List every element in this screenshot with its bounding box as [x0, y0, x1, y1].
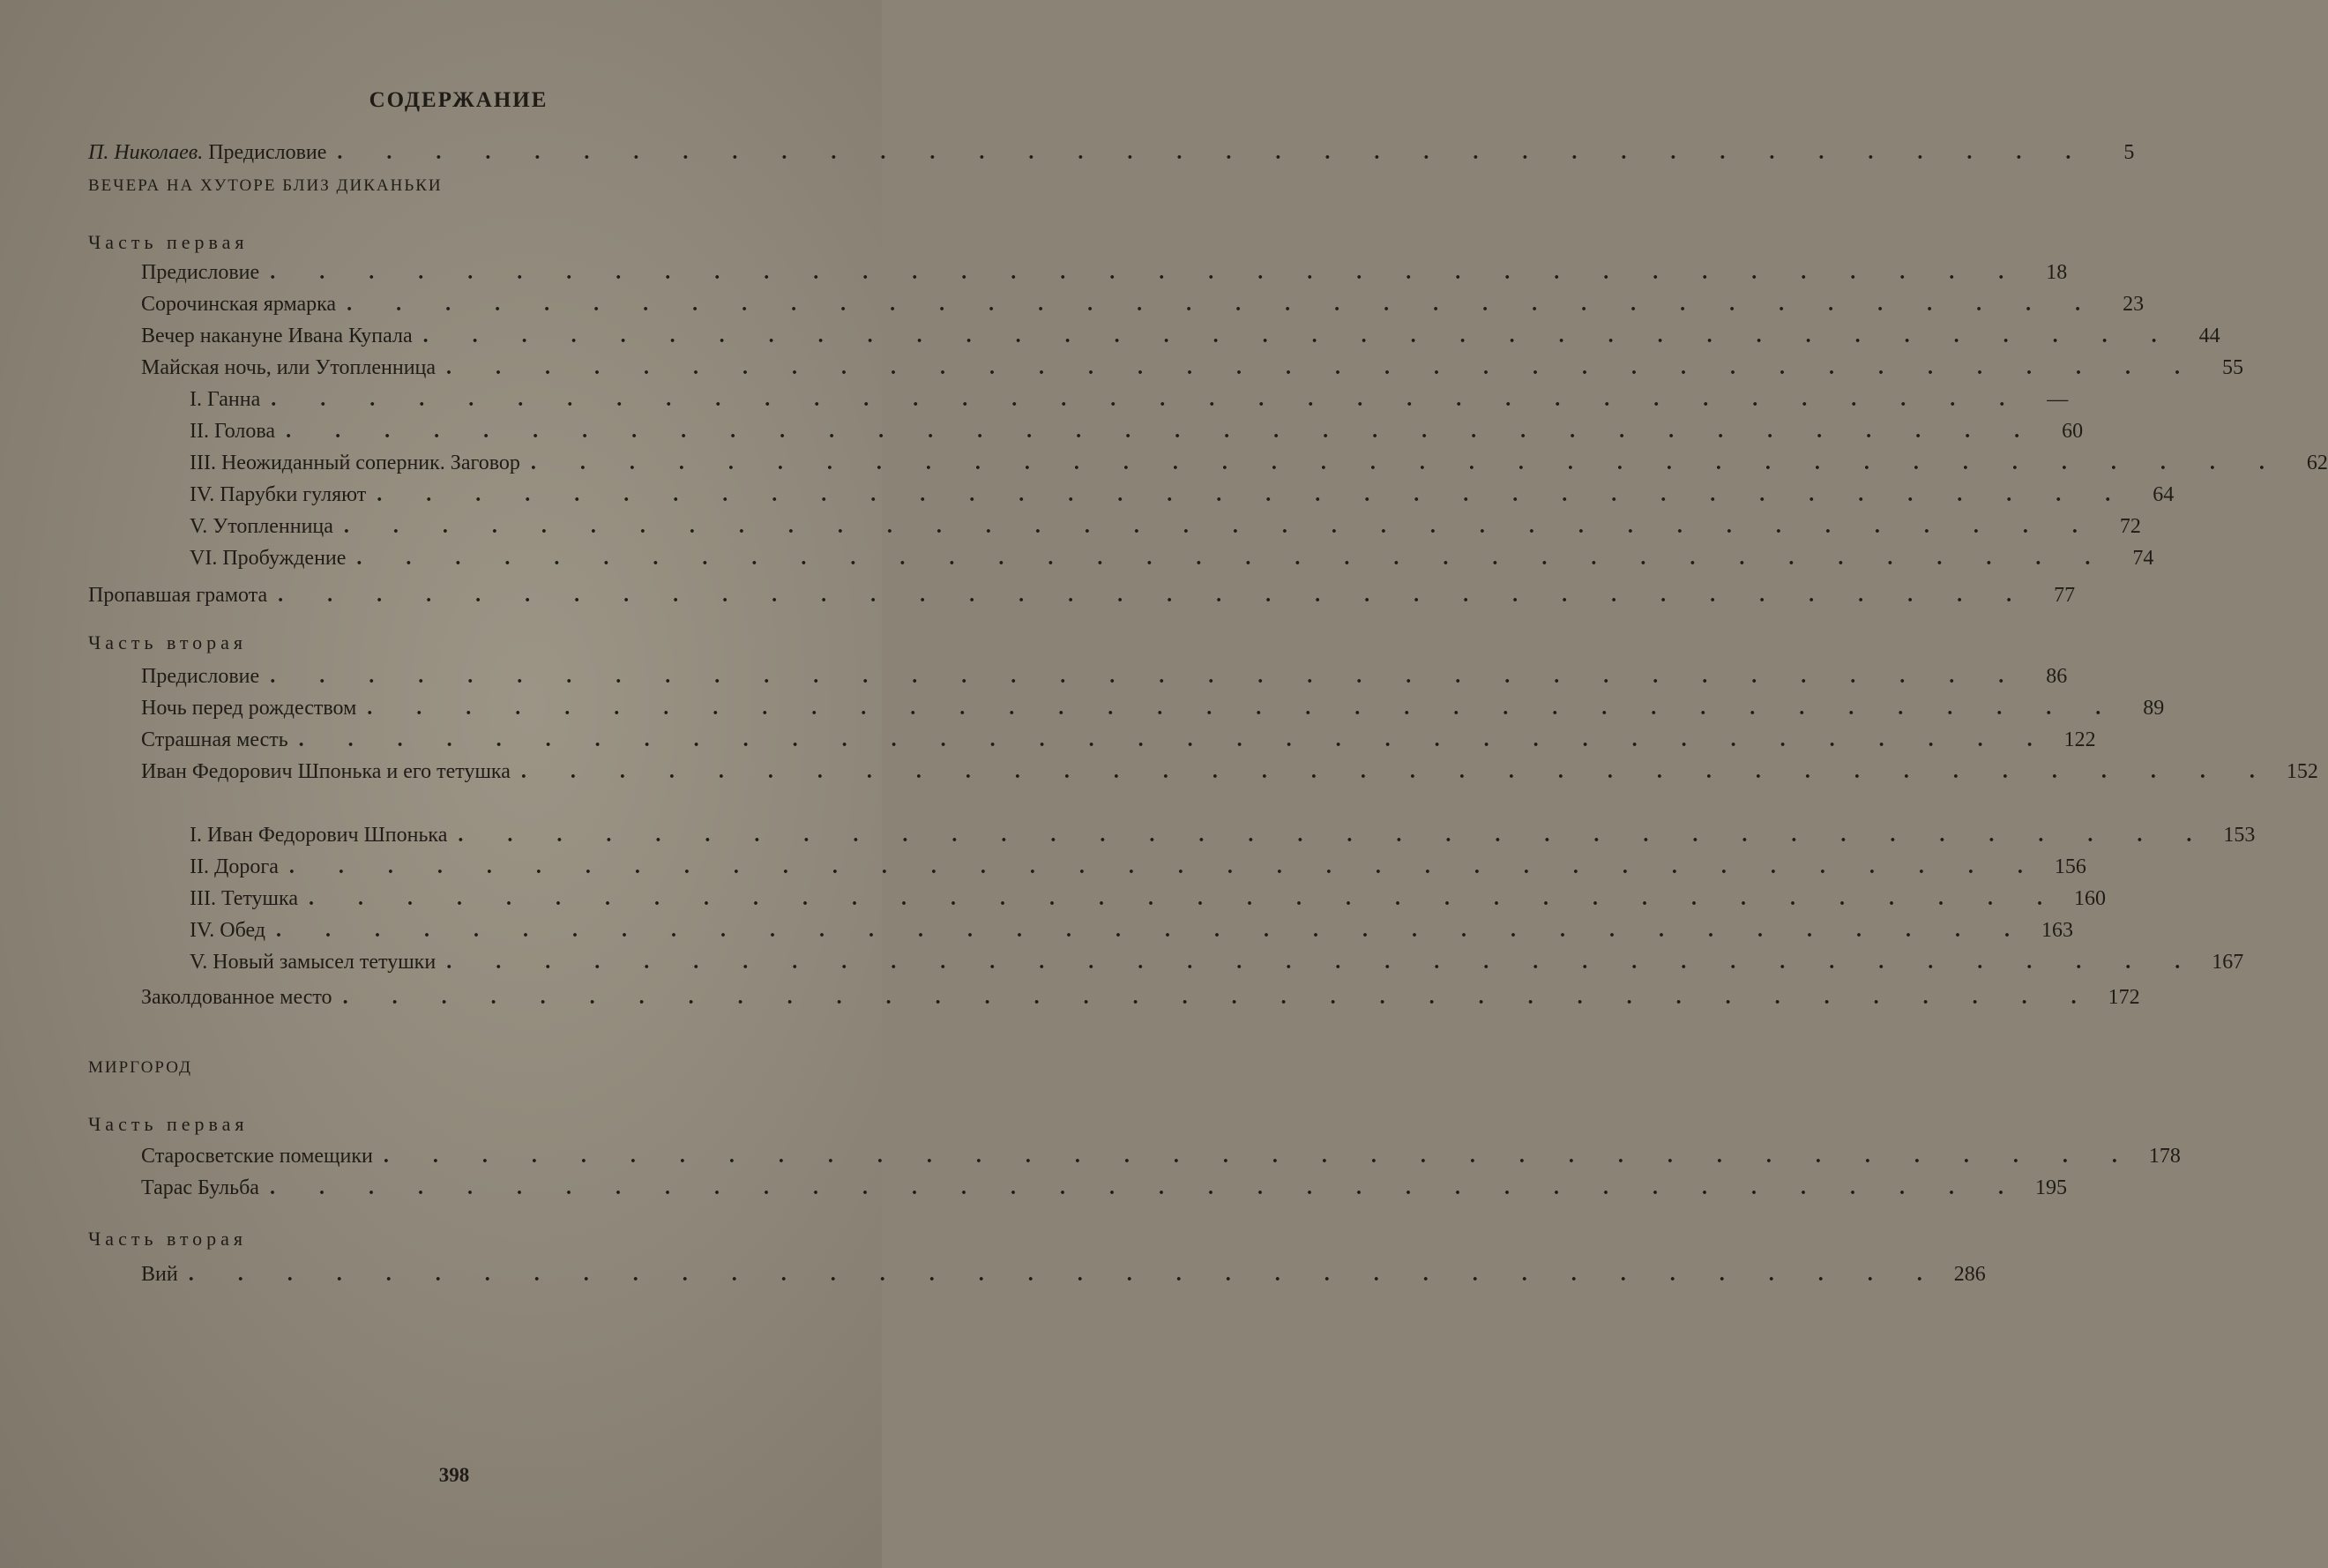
entry-title: II. Голова [190, 420, 276, 443]
page-ref: 160 [2073, 887, 2106, 910]
toc-entry[interactable] [141, 760, 2318, 792]
page-ref: 89 [2143, 697, 2165, 720]
leader-dots: . . . . . . . . . . . . . . . . . . . . . . . . . . . . . . . . . . . . [276, 919, 2030, 942]
toc-subentry[interactable] [190, 951, 2244, 982]
leader-dots: . . . . . . . . . . . . . . . . . . . . . . . . . . . . . . . . . . . . [446, 951, 2200, 974]
entry-title: Старосветские помещики [141, 1145, 373, 1168]
toc-entry[interactable] [141, 1263, 1986, 1295]
page-title: СОДЕРЖАНИЕ [369, 88, 548, 112]
page-ref: 74 [2132, 547, 2154, 570]
page-ref: 62 [2306, 452, 2328, 474]
preface-author: П. Николаев. [88, 141, 204, 164]
toc-subentry[interactable] [190, 855, 2086, 887]
leader-dots: . . . . . . . . . . . . . . . . . . . . . . . . . . . . . . . . . . . . [367, 697, 2121, 720]
page-ref: 77 [2054, 584, 2076, 607]
page-ref: 286 [1953, 1263, 1986, 1286]
page-ref: 5 [2123, 141, 2135, 164]
entry-title: VI. Пробуждение [190, 547, 347, 570]
entry-title: Предисловие [141, 665, 260, 688]
page-ref: 23 [2123, 293, 2145, 316]
entry-title: IV. Парубки гуляют [190, 483, 367, 506]
entry-title: Иван Федорович Шпонька и его тетушка [141, 760, 511, 783]
entry-title: Заколдованное место [141, 986, 332, 1009]
entry-title: Тарас Бульба [141, 1176, 259, 1199]
toc-subentry[interactable] [190, 420, 2084, 452]
toc-subentry[interactable] [190, 483, 2175, 515]
leader-dots: . . . . . . . . . . . . . . . . . . . . . . . . . . . . . . . . . . . . [446, 356, 2200, 379]
part-heading-2: Часть вторая [88, 631, 248, 653]
leader-dots: . . . . . . . . . . . . . . . . . . . . . . . . . . . . . . . . . . . . [188, 1263, 1942, 1286]
leader-dots: . . . . . . . . . . . . . . . . . . . . . . . . . . . . . . . . . . . . [520, 760, 2274, 783]
page-ref: 163 [2041, 919, 2074, 942]
leader-dots: . . . . . . . . . . . . . . . . . . . . . . . . . . . . . . . . . . . . [298, 728, 2052, 751]
toc-entry-preface[interactable] [88, 141, 2135, 173]
page-ref: 72 [2119, 515, 2141, 538]
toc-subentry[interactable] [190, 515, 2141, 547]
page-ref: 122 [2063, 728, 2096, 751]
toc-subentry[interactable] [190, 547, 2154, 579]
page-ref: 172 [2108, 986, 2140, 1009]
leader-dots: . . . . . . . . . . . . . . . . . . . . . . . . . . . . . . . . . . . . [377, 483, 2130, 506]
toc-entry[interactable] [88, 584, 2076, 616]
page-ref: 55 [2222, 356, 2244, 379]
entry-title: Пропавшая грамота [88, 584, 268, 607]
entry-title: V. Утопленница [190, 515, 333, 538]
toc-entry[interactable] [141, 293, 2145, 325]
page-ref: 152 [2286, 760, 2318, 783]
page-ref: 153 [2223, 824, 2256, 847]
entry-title: III. Неожиданный соперник. Заговор [190, 452, 520, 474]
page-ref: 86 [2046, 665, 2068, 688]
page-ref: 18 [2046, 261, 2068, 284]
preface-title: Предисловие [208, 141, 327, 164]
entry-title: III. Тетушка [190, 887, 298, 910]
entry-title: Ночь перед рождеством [141, 697, 357, 720]
part-heading-4: Часть вторая [88, 1228, 248, 1250]
toc-subentry[interactable] [190, 824, 2256, 855]
leader-dots: . . . . . . . . . . . . . . . . . . . . . . . . . . . . . . . . . . . . [356, 547, 2110, 570]
entry-title: IV. Обед [190, 919, 266, 942]
entry-title: I. Иван Федорович Шпонька [190, 824, 448, 847]
entry-title: Вечер накануне Ивана Купала [141, 325, 413, 347]
leader-dots: . . . . . . . . . . . . . . . . . . . . . . . . . . . . . . . . . . . . [269, 1176, 2023, 1199]
entry-title: Вий [141, 1263, 178, 1286]
leader-dots: . . . . . . . . . . . . . . . . . . . . . . . . . . . . . . . . . . . . [383, 1145, 2137, 1168]
page-ref: 44 [2198, 325, 2220, 347]
leader-dots: . . . . . . . . . . . . . . . . . . . . . . . . . . . . . . . . . . . . [288, 855, 2042, 878]
toc-entry[interactable] [141, 325, 2220, 356]
entry-title: II. Дорога [190, 855, 279, 878]
leader-dots: . . . . . . . . . . . . . . . . . . . . . . . . . . . . . . . . . . . . [271, 388, 2025, 411]
page-ref: 167 [2212, 951, 2244, 974]
toc-subentry[interactable] [190, 887, 2106, 919]
toc-entry[interactable] [141, 986, 2140, 1018]
page-ref: 156 [2054, 855, 2086, 878]
toc-subentry[interactable] [190, 919, 2074, 951]
leader-dots: . . . . . . . . . . . . . . . . . . . . . . . . . . . . . . . . . . . . [278, 584, 2032, 607]
leader-dots: . . . . . . . . . . . . . . . . . . . . . . . . . . . . . . . . . . . . [337, 141, 2091, 164]
leader-dots: . . . . . . . . . . . . . . . . . . . . . . . . . . . . . . . . . . . . [347, 293, 2100, 316]
toc-entry[interactable] [141, 697, 2165, 728]
leader-dots: . . . . . . . . . . . . . . . . . . . . . . . . . . . . . . . . . . . . [343, 515, 2097, 538]
toc-entry[interactable] [141, 356, 2244, 388]
page-ref: 178 [2148, 1145, 2181, 1168]
entry-title: Предисловие [141, 261, 260, 284]
page-number: 398 [438, 1464, 470, 1486]
section-heading-mirgorod: МИРГОРОД [88, 1058, 192, 1077]
page-ref: 195 [2034, 1176, 2067, 1199]
entry-title: Страшная месть [141, 728, 288, 751]
leader-dots: . . . . . . . . . . . . . . . . . . . . . . . . . . . . . . . . . . . . [286, 420, 2040, 443]
leader-dots: . . . . . . . . . . . . . . . . . . . . . . . . . . . . . . . . . . . . [270, 261, 2024, 284]
leader-dots: . . . . . . . . . . . . . . . . . . . . . . . . . . . . . . . . . . . . [458, 824, 2212, 847]
section-heading-evenings: ВЕЧЕРА НА ХУТОРЕ БЛИЗ ДИКАНЬКИ [88, 176, 443, 195]
leader-dots: . . . . . . . . . . . . . . . . . . . . . . . . . . . . . . . . . . . . [308, 887, 2062, 910]
entry-title: Сорочинская ярмарка [141, 293, 337, 316]
entry-title: Майская ночь, или Утопленница [141, 356, 436, 379]
toc-entry[interactable] [141, 665, 2068, 697]
entry-title: I. Ганна [190, 388, 261, 411]
toc-subentry[interactable] [190, 388, 2069, 420]
part-heading-1: Часть первая [88, 231, 249, 253]
toc-entry[interactable] [141, 1176, 2067, 1208]
leader-dots: . . . . . . . . . . . . . . . . . . . . . . . . . . . . . . . . . . . . [422, 325, 2176, 347]
page-ref: 60 [2062, 420, 2084, 443]
toc-entry[interactable] [141, 1145, 2181, 1176]
entry-title: V. Новый замысел тетушки [190, 951, 436, 974]
leader-dots: . . . . . . . . . . . . . . . . . . . . . . . . . . . . . . . . . . . . [530, 452, 2284, 474]
part-heading-3: Часть первая [88, 1113, 249, 1135]
toc-entry[interactable] [141, 728, 2096, 760]
toc-subentry[interactable] [190, 452, 2328, 483]
leader-dots: . . . . . . . . . . . . . . . . . . . . . . . . . . . . . . . . . . . . [270, 665, 2024, 688]
page-ref: — [2047, 388, 2069, 411]
page-ref: 64 [2153, 483, 2175, 506]
leader-dots: . . . . . . . . . . . . . . . . . . . . . . . . . . . . . . . . . . . . [342, 986, 2096, 1009]
toc-entry[interactable] [141, 261, 2068, 293]
